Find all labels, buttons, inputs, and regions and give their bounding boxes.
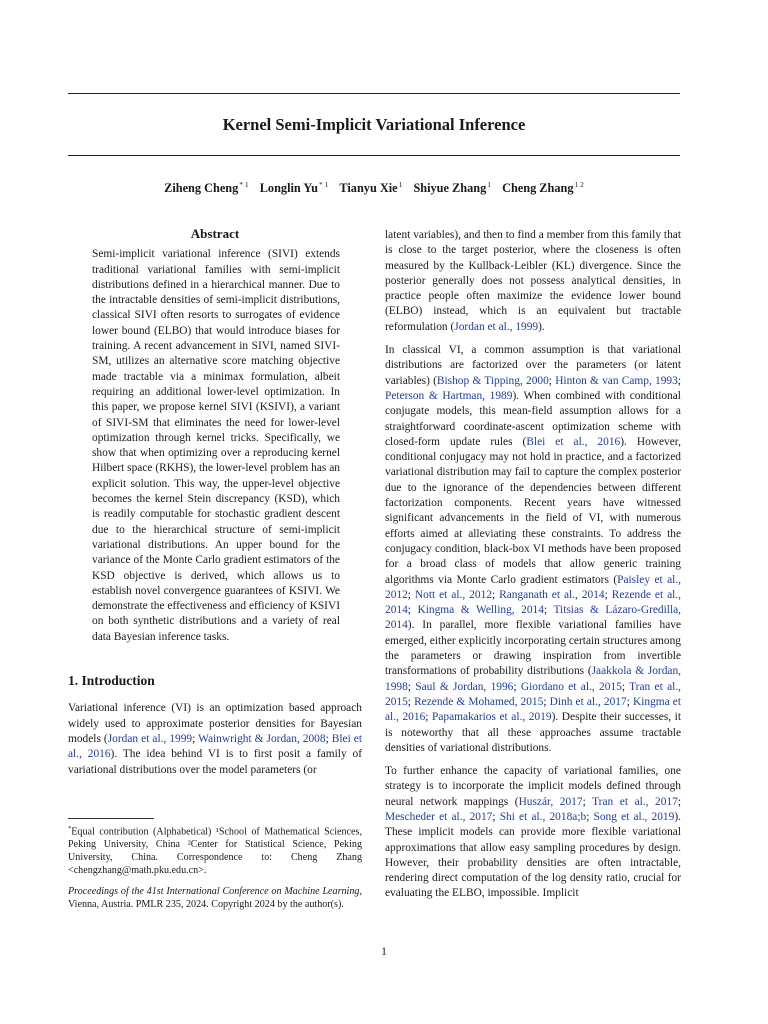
body-text: ).	[538, 320, 545, 333]
citation-link[interactable]: Peterson & Hartman, 1989	[385, 389, 513, 402]
citation-link[interactable]: Papamakarios et al., 2019	[432, 711, 552, 724]
citation-link[interactable]: Jaakkola & Jordan, 1998	[385, 665, 682, 693]
separator: ;	[491, 588, 500, 601]
paragraph	[385, 764, 681, 902]
body-text: latent variables), and then to find a member from this family that is close to the target posterior, where the closeness is often measured by the Kullback-Leibler (KL) divergence. Since the posterior generally does not possess analytical densities, in practice people often maximize the evidence lower bound (ELBO) instead, which is an equivalent but tractable reformulation (	[385, 229, 681, 333]
footnotes	[68, 818, 362, 912]
affiliation-text: Equal contribution (Alphabetical) ¹School of Mathematical Sciences, Peking University, China ²Center for Statistical Science, Peking University, China. Correspondence to: Cheng Zhang <chengzhang@math.pku.edu.cn>.	[68, 826, 362, 877]
abstract-heading: Abstract	[190, 226, 240, 241]
author-name: Ziheng Cheng	[164, 181, 239, 196]
separator: ;	[407, 604, 418, 617]
body-text: ). These implicit models can provide more flexible variational approximations that allow easy sampling procedures by design. However, their probability densities are often intractable, rendering direct computation of the log density ratio, crucial for evaluating the ELBO, impossible. Implicit	[385, 810, 681, 900]
citation-link[interactable]: Nott et al., 2012	[414, 588, 492, 601]
citation-link[interactable]: Ranganath et al., 2014	[499, 588, 605, 601]
citation-link[interactable]: Song et al., 2019	[593, 810, 675, 823]
citation-link[interactable]: Kingma & Welling, 2014	[417, 604, 544, 617]
body-text: ). The idea behind VI is to first posit a family of variational distributions over the model parameters (or	[68, 748, 362, 776]
separator: ;	[543, 695, 550, 708]
citation-link[interactable]: Shi et al., 2018a;b	[499, 810, 587, 823]
introduction-heading: 1. Introduction	[68, 673, 155, 689]
citation-link[interactable]: Rezende & Mohamed, 2015	[414, 695, 544, 708]
author-affiliation-mark: 1 2	[574, 180, 584, 189]
author-affiliation-mark: 1	[398, 180, 403, 189]
citation-link[interactable]: Jordan et al., 1999	[107, 732, 193, 745]
separator: ;	[677, 374, 681, 387]
author-affiliation-mark: 1	[487, 180, 491, 189]
citation-link[interactable]: Hinton & van Camp, 1993	[555, 374, 678, 387]
citation-link[interactable]: Jordan et al., 1999	[454, 320, 539, 333]
body-text: ). In parallel, more flexible variational families have emerged, either explicitly incorporating certain structures among the parameters or drawing inspiration from invertible transformations of probability distributions (	[385, 619, 681, 678]
citation-link[interactable]: Blei et al., 2016	[526, 435, 621, 448]
author	[164, 181, 249, 195]
body-text: To further enhance the capacity of variational families, one strategy is to incorporate the implicit models defined through neural network mappings (	[385, 765, 681, 808]
paragraph	[385, 228, 681, 335]
footnote-rule	[68, 818, 154, 819]
author-name: Longlin Yu	[259, 181, 318, 196]
separator: ;	[548, 374, 556, 387]
author	[413, 181, 491, 195]
separator: ;	[543, 604, 554, 617]
right-column	[385, 228, 681, 902]
citation-link[interactable]: Dinh et al., 2017	[549, 695, 627, 708]
affiliation-footnote	[68, 823, 362, 878]
separator: ;	[677, 795, 681, 808]
citation-link[interactable]: Saul & Jordan, 1996	[415, 680, 514, 693]
author-name: Shiyue Zhang	[413, 181, 487, 196]
citation-link[interactable]: Titsias & Lázaro-Gredilla, 2014	[385, 604, 682, 632]
left-column	[68, 226, 362, 778]
separator: ;	[604, 588, 612, 601]
citation-link[interactable]: Huszár, 2017	[518, 795, 583, 808]
citation-link[interactable]: Blei et al., 2016	[68, 732, 363, 761]
citation-link[interactable]: Giordano et al., 2015	[520, 680, 622, 693]
author-affiliation-mark: * 1	[239, 180, 249, 189]
citation-link[interactable]: Mescheder et al., 2017	[385, 810, 493, 823]
separator: ;	[425, 711, 433, 724]
author-list	[68, 180, 680, 196]
separator: ;	[513, 680, 521, 693]
page-number: 1	[381, 946, 387, 958]
author-name: Tianyu Xie	[339, 181, 398, 196]
body-text: ). However, conditional conjugacy may not hold in practice, and a factorized variational distribution may fail to capture the complex posterior due to the ignorance of the dependencies between different factorization components. Recent years have witnessed significant advancements in the field of VI, with numerous efforts aimed at alleviating these constraints. To address the conjugacy condition, black-box VI methods have been proposed for a broad class of models that allow generic training algorithms via Monte Carlo gradient estimators (	[385, 435, 681, 586]
separator: ;	[407, 695, 415, 708]
author	[260, 181, 329, 195]
author-affiliation-mark: * 1	[318, 180, 329, 189]
citation-link[interactable]: Tran et al., 2015	[385, 680, 682, 708]
separator: ;	[492, 810, 500, 823]
citation-link[interactable]: Tran et al., 2017	[592, 795, 678, 808]
proceedings-venue: Proceedings of the 41st International Conference on Machine Learning	[68, 885, 360, 897]
introduction-paragraph	[68, 701, 362, 777]
citation-link[interactable]: Wainwright & Jordan, 2008	[198, 732, 326, 745]
author	[339, 181, 402, 195]
footnote-mark: *	[68, 825, 72, 832]
body-text: Variational inference (VI) is an optimization based approach widely used to approximate posterior densities for Bayesian models (	[68, 702, 362, 745]
paper-title: Kernel Semi-Implicit Variational Inference	[222, 115, 526, 134]
separator: ;	[582, 795, 593, 808]
separator: ;	[325, 732, 332, 745]
body-text: ). Despite their successes, it is noteworthy that all these approaches assume tractable densities of variational distributions.	[385, 711, 682, 754]
citation-link[interactable]: Rezende et al., 2014	[385, 588, 682, 617]
body-text: In classical VI, a common assumption is that variational distributions are factorized over the parameters (or latent variables) (	[385, 344, 681, 387]
separator: ;	[407, 680, 416, 693]
separator: ;	[621, 680, 630, 693]
title-bottom-rule	[68, 155, 680, 156]
proceedings-details: , Vienna, Austria. PMLR 235, 2024. Copyright 2024 by the author(s).	[68, 885, 362, 910]
citation-link[interactable]: Bishop & Tipping, 2000	[436, 374, 549, 387]
author-name: Cheng Zhang	[502, 181, 574, 196]
top-rule	[68, 93, 680, 94]
paragraph	[385, 343, 681, 756]
separator: ;	[192, 732, 199, 745]
separator: ;	[626, 695, 633, 708]
body-text: ). When combined with conditional conjugate models, this mean-field assumption allows for a straightforward coordinate-ascent optimization scheme with closed-form update rules (	[385, 389, 681, 448]
citation-link[interactable]: Kingma et al., 2016	[385, 695, 682, 724]
separator: ;	[586, 810, 594, 823]
proceedings-note	[68, 886, 362, 912]
author	[502, 181, 584, 195]
separator: ;	[407, 588, 415, 601]
abstract-text: Semi-implicit variational inference (SIVI) extends traditional variational families with semi-implicit distributions defined in a hierarchical manner. Due to the intractable densities of semi-implicit distributions, classical SIVI often resorts to surrogates of evidence lower bound (ELBO) that would introduce biases for training. A recent advancement in SIVI, named SIVI-SM, utilizes an alternative score matching objective made tractable via a minimax formulation, albeit requiring an additional lower-level optimization. In this paper, we propose kernel SIVI (KSIVI), a variant of SIVI-SM that eliminates the need for lower-level optimization through kernel tricks. Specifically, we show that when optimizing over a reproducing kernel Hilbert space (RKHS), the lower-level problem has an explicit solution. This way, the upper-level objective becomes the kernel Stein discrepancy (KSD), which is readily computable for stochastic gradient descent due to the hierarchical structure of semi-implicit variational distributions. An upper bound for the variance of the Monte Carlo gradient estimators of the KSD objective is derived, which allows us to establish novel convergence guarantees of KSIVI. We demonstrate the effectiveness and efficiency of KSIVI on both synthetic distributions and a variety of real data Bayesian inference tasks.	[92, 248, 340, 643]
citation-link[interactable]: Paisley et al., 2012	[385, 573, 681, 601]
